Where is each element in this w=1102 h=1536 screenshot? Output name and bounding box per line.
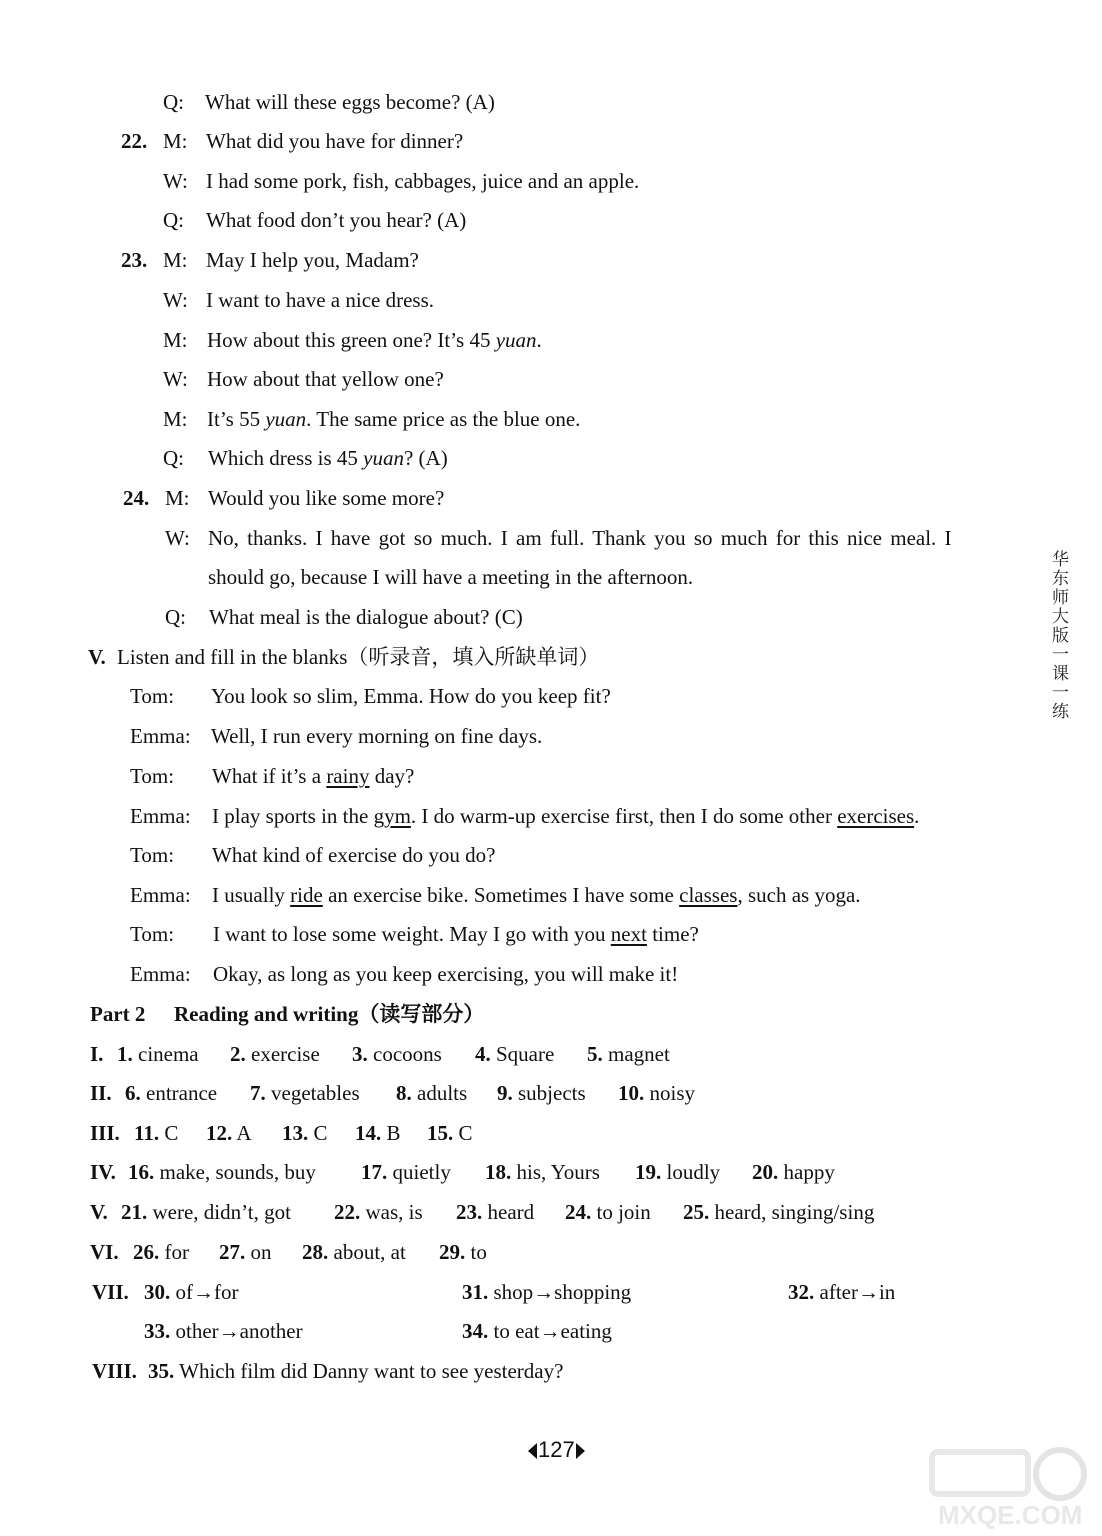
answer-item: 25. heard, singing/sing: [683, 1200, 875, 1224]
speaker-label: Q:: [163, 208, 184, 232]
speaker-label: W:: [163, 367, 188, 391]
dialogue-line: What meal is the dialogue about? (C): [209, 605, 523, 629]
answer-item: 28. about, at: [302, 1240, 406, 1264]
answer-item: 11. C: [134, 1121, 179, 1145]
dialogue-line: I want to lose some weight. May I go with you next time?: [213, 922, 699, 946]
section-numeral: II.: [90, 1081, 112, 1105]
dialogue-line: May I help you, Madam?: [206, 248, 419, 272]
answer-item: 22. was, is: [334, 1200, 423, 1224]
dialogue-line: It’s 55 yuan. The same price as the blue one.: [207, 407, 581, 431]
dialogue-line: I usually ride an exercise bike. Sometimes I have some classes, such as yoga.: [212, 883, 861, 907]
speaker-label: Emma:: [130, 883, 191, 907]
answer-item: 19. loudly: [635, 1160, 721, 1184]
answer-item: 9. subjects: [497, 1081, 586, 1105]
watermark-logo-icon: [922, 1438, 1092, 1530]
answer-item: 21. were, didn’t, got: [121, 1200, 291, 1224]
dialogue-line: What food don’t you hear? (A): [206, 208, 467, 232]
filled-blank: next: [610, 922, 647, 946]
question-number: 24.: [123, 486, 150, 510]
answer-item: 10. noisy: [618, 1081, 696, 1105]
answer-item: 5. magnet: [587, 1042, 670, 1066]
svg-text:MXQE.COM: MXQE.COM: [938, 1500, 1083, 1530]
dialogue-line: I had some pork, fish, cabbages, juice and an apple.: [206, 169, 640, 193]
answer-item: 6. entrance: [125, 1081, 218, 1105]
answer-item: 31. shop→shopping: [462, 1280, 632, 1304]
answer-item: 2. exercise: [230, 1042, 320, 1066]
dialogue-line: Well, I run every morning on fine days.: [211, 724, 543, 748]
answer-item: 18. his, Yours: [485, 1160, 600, 1184]
filled-blank: classes: [679, 883, 738, 907]
speaker-label: Tom:: [130, 684, 175, 708]
answer-item: 30. of→for: [144, 1280, 239, 1304]
answer-item: 17. quietly: [361, 1160, 451, 1184]
question-number: 22.: [121, 129, 148, 153]
answer-item: 15. C: [427, 1121, 473, 1145]
answer-item: 29. to: [439, 1240, 487, 1264]
speaker-label: Emma:: [130, 962, 191, 986]
dialogue-line: should go, because I will have a meeting in the afternoon.: [208, 565, 694, 589]
answer-item: 1. cinema: [117, 1042, 199, 1066]
answer-item: 14. B: [355, 1121, 401, 1145]
section-numeral: VII.: [92, 1280, 129, 1304]
page-number: 127: [528, 1436, 585, 1464]
speaker-label: M:: [163, 407, 188, 431]
speaker-label: Tom:: [130, 764, 175, 788]
right-triangle-icon: [576, 1443, 585, 1459]
speaker-label: W:: [163, 288, 188, 312]
dialogue-line: I play sports in the gym. I do warm-up exercise first, then I do some other exercises.: [212, 804, 920, 828]
section-numeral: III.: [90, 1121, 120, 1145]
speaker-label: M:: [163, 328, 188, 352]
speaker-label: Emma:: [130, 724, 191, 748]
answer-item: 24. to join: [565, 1200, 651, 1224]
answer-item: 26. for: [133, 1240, 189, 1264]
section-numeral: I.: [90, 1042, 104, 1066]
speaker-label: Tom:: [130, 922, 175, 946]
speaker-label: M:: [163, 248, 188, 272]
dialogue-line: What if it’s a rainy day?: [212, 764, 415, 788]
speaker-label: M:: [163, 129, 188, 153]
filled-blank: ride: [290, 883, 323, 907]
answer-item: 23. heard: [456, 1200, 535, 1224]
dialogue-line: You look so slim, Emma. How do you keep fit?: [211, 684, 611, 708]
section-numeral: VIII.: [92, 1359, 137, 1383]
answer-item: 16. make, sounds, buy: [128, 1160, 316, 1184]
question-number: 23.: [121, 248, 148, 272]
answer-item: 32. after→in: [788, 1280, 896, 1304]
dialogue-line: I want to have a nice dress.: [206, 288, 434, 312]
dialogue-line: Okay, as long as you keep exercising, you will make it!: [213, 962, 679, 986]
dialogue-line: What kind of exercise do you do?: [212, 843, 496, 867]
part-title: Reading and writing（读写部分）: [174, 1002, 485, 1026]
speaker-label: W:: [165, 526, 190, 550]
dialogue-line: What will these eggs become? (A): [205, 90, 495, 114]
section-numeral: V.: [88, 645, 106, 669]
dialogue-line: Would you like some more?: [208, 486, 445, 510]
answer-item: 12. A: [206, 1121, 252, 1145]
part-label: Part 2: [90, 1002, 146, 1026]
dialogue-line: What did you have for dinner?: [206, 129, 464, 153]
answer-item: 7. vegetables: [250, 1081, 360, 1105]
filled-blank: gym: [373, 804, 411, 828]
dialogue-line: How about that yellow one?: [207, 367, 444, 391]
speaker-label: W:: [163, 169, 188, 193]
dialogue-line: Which dress is 45 yuan? (A): [208, 446, 448, 470]
answer-item: 8. adults: [396, 1081, 468, 1105]
side-book-title: 华东师大版一课一练: [1048, 550, 1068, 721]
speaker-label: Q:: [163, 446, 184, 470]
dialogue-line: How about this green one? It’s 45 yuan.: [207, 328, 542, 352]
answer-item: 20. happy: [752, 1160, 835, 1184]
answer-item: 27. on: [219, 1240, 272, 1264]
speaker-label: Tom:: [130, 843, 175, 867]
answer-item: 4. Square: [475, 1042, 555, 1066]
dialogue-line: No, thanks. I have got so much. I am full. Thank you so much for this nice meal. I: [208, 526, 952, 550]
speaker-label: Emma:: [130, 804, 191, 828]
answer-item: 34. to eat→eating: [462, 1319, 612, 1343]
speaker-label: Q:: [163, 90, 184, 114]
speaker-label: M:: [165, 486, 190, 510]
speaker-label: Q:: [165, 605, 186, 629]
section-numeral: VI.: [90, 1240, 119, 1264]
filled-blank: rainy: [326, 764, 370, 788]
left-triangle-icon: [528, 1443, 537, 1459]
answer-item: 35. Which film did Danny want to see yesterday?: [148, 1359, 564, 1383]
section-numeral: V.: [90, 1200, 108, 1224]
section-heading: Listen and fill in the blanks（听录音，填入所缺单词）: [117, 645, 600, 669]
answer-item: 33. other→another: [144, 1319, 303, 1343]
filled-blank: exercises: [837, 804, 915, 828]
answer-item: 3. cocoons: [352, 1042, 442, 1066]
section-numeral: IV.: [90, 1160, 116, 1184]
answer-item: 13. C: [282, 1121, 328, 1145]
